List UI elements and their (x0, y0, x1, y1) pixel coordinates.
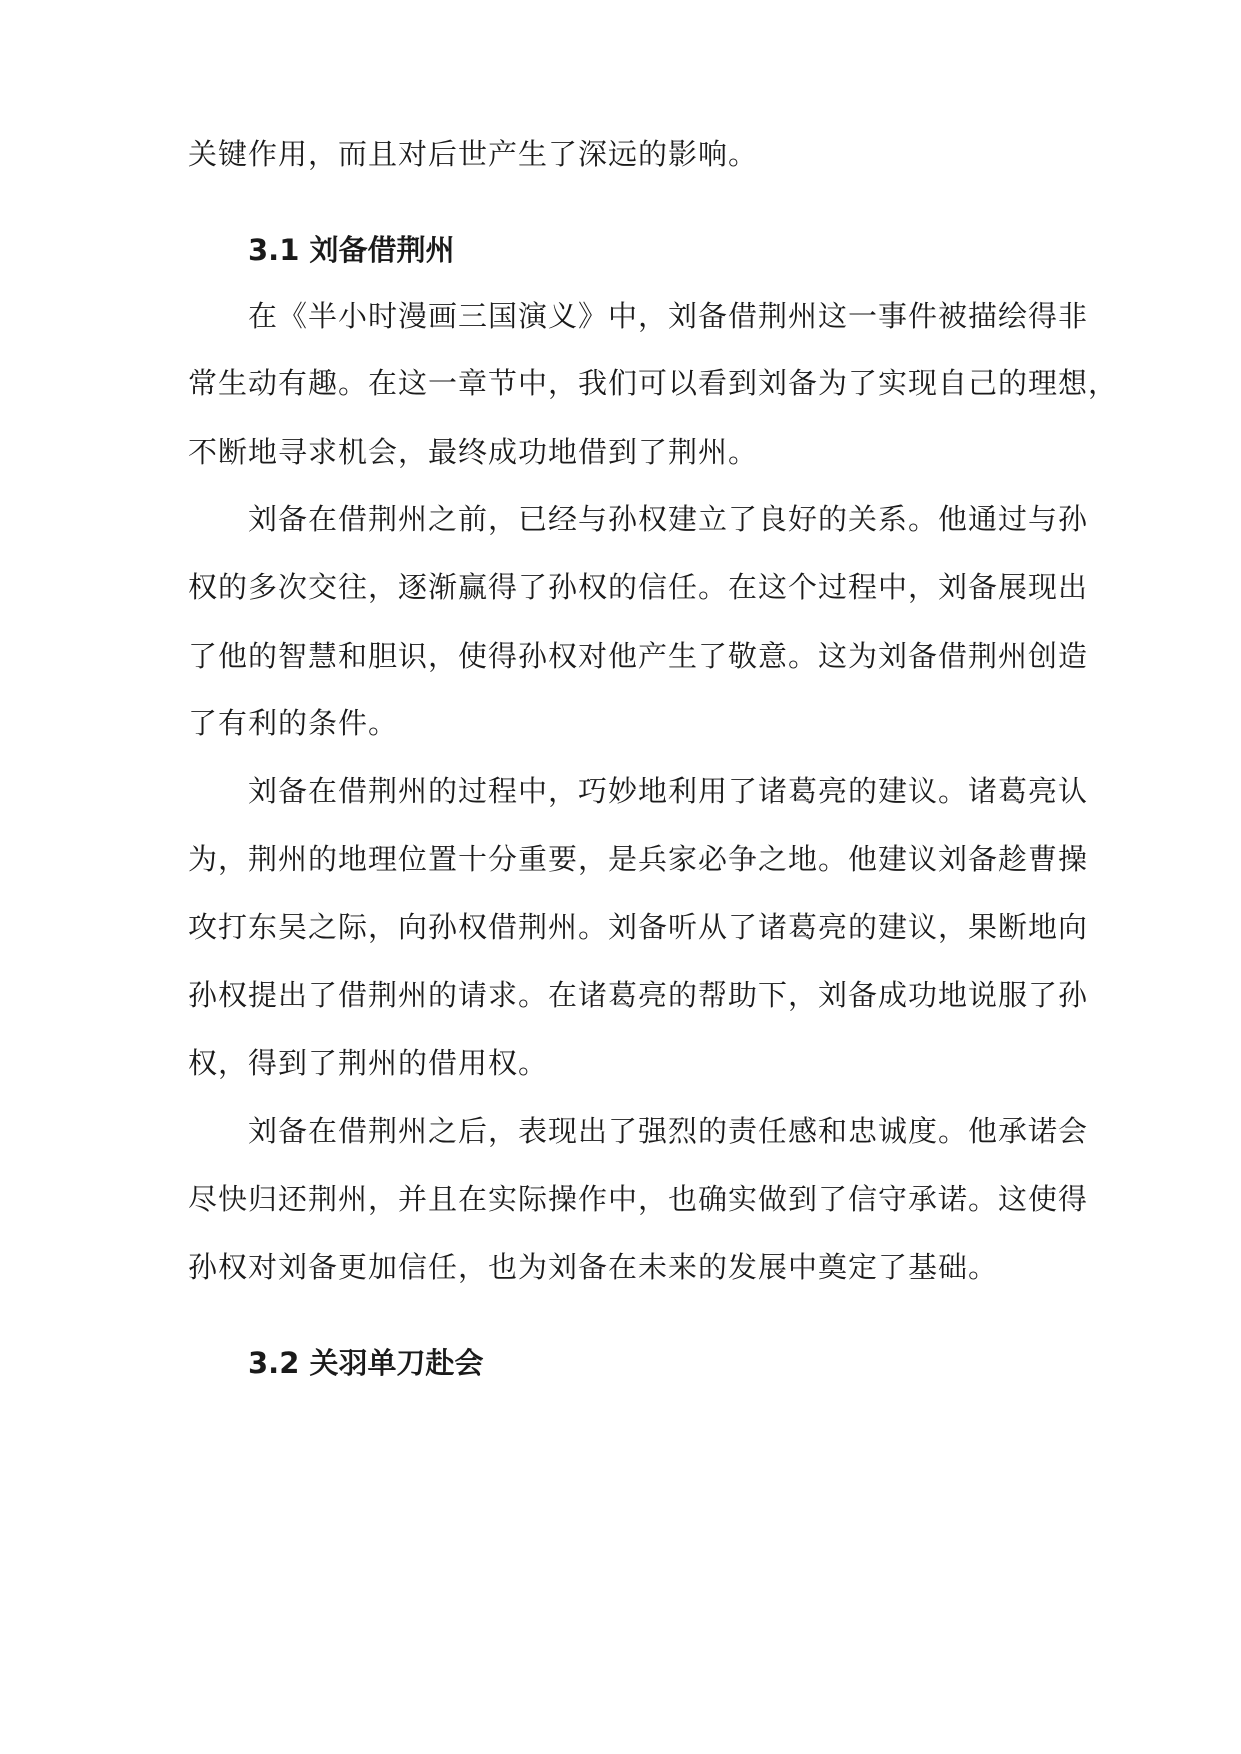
paragraph-line: 孙权对刘备更加信任，也为刘备在未来的发展中奠定了基础。 (188, 1250, 999, 1284)
paragraph-line: 刘备在借荆州的过程中，巧妙地利用了诸葛亮的建议。诸葛亮认 (248, 774, 1089, 808)
paragraph-line: 为，荆州的地理位置十分重要，是兵家必争之地。他建议刘备趁曹操 (188, 842, 1089, 876)
paragraph-line: 在《半小时漫画三国演义》中，刘备借荆州这一事件被描绘得非 (248, 299, 1089, 333)
paragraph-line: 权，得到了荆州的借用权。 (188, 1046, 549, 1080)
paragraph-line: 刘备在借荆州之后，表现出了强烈的责任感和忠诚度。他承诺会 (248, 1114, 1089, 1148)
paragraph-line: 了他的智慧和胆识，使得孙权对他产生了敬意。这为刘备借荆州创造 (188, 639, 1089, 673)
paragraph-line: 了有利的条件。 (188, 706, 399, 740)
paragraph-line: 关键作用，而且对后世产生了深远的影响。 (188, 137, 759, 171)
paragraph-line: 权的多次交往，逐渐赢得了孙权的信任。在这个过程中，刘备展现出 (188, 570, 1089, 604)
paragraph-line: 常生动有趣。在这一章节中，我们可以看到刘备为了实现自己的理想， (188, 366, 1119, 400)
section-heading-3-1: 3.1 刘备借荆州 (248, 233, 455, 267)
section-heading-3-2: 3.2 关羽单刀赴会 (248, 1346, 484, 1380)
paragraph-line: 攻打东吴之际，向孙权借荆州。刘备听从了诸葛亮的建议，果断地向 (188, 910, 1089, 944)
paragraph-line: 不断地寻求机会，最终成功地借到了荆州。 (188, 435, 759, 469)
paragraph-line: 孙权提出了借荆州的请求。在诸葛亮的帮助下，刘备成功地说服了孙 (188, 978, 1089, 1012)
paragraph-line: 尽快归还荆州，并且在实际操作中，也确实做到了信守承诺。这使得 (188, 1182, 1089, 1216)
paragraph-line: 刘备在借荆州之前，已经与孙权建立了良好的关系。他通过与孙 (248, 502, 1089, 536)
